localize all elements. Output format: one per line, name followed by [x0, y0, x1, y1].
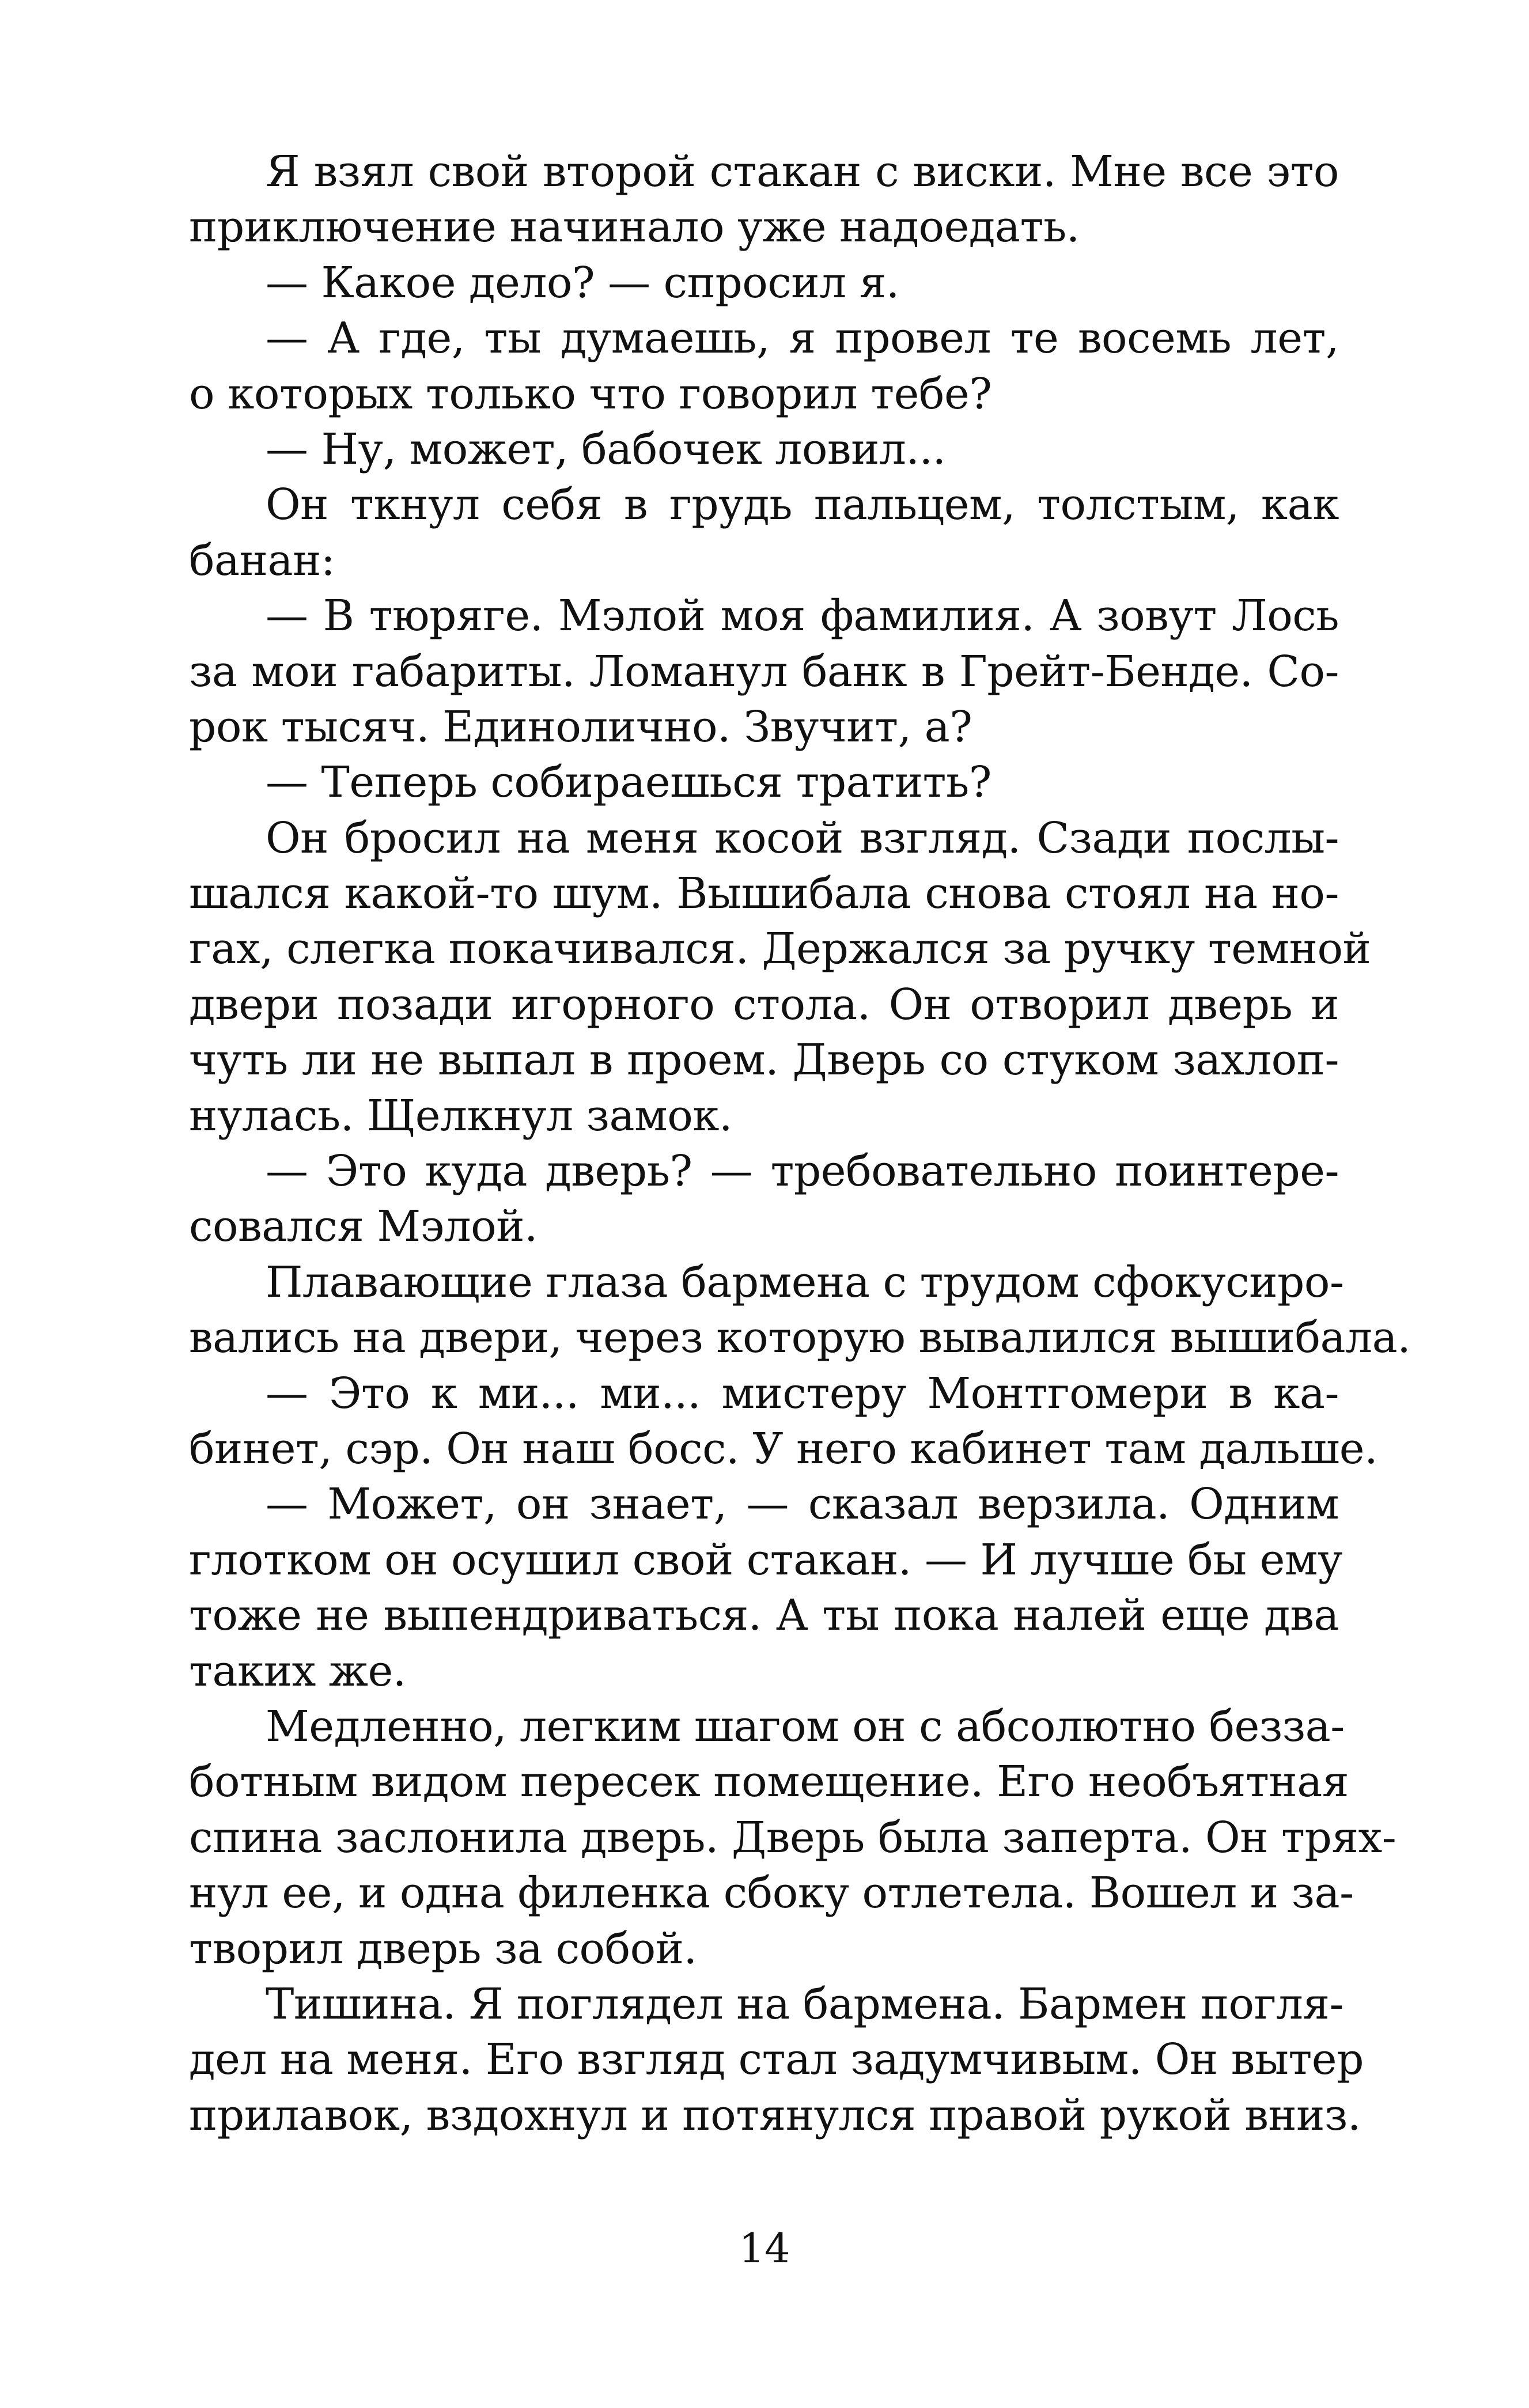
text-line: — Какое дело? — спросил я.: [266, 258, 899, 308]
text-line: нул ее, и одна филенка сбоку отлетела. Вошел и за-: [189, 1868, 1354, 1918]
text-line: Я взял свой второй стакан с виски. Мне все это: [266, 147, 1339, 196]
text-line: приключение начинало уже надоедать.: [189, 202, 1080, 252]
text-line: нулась. Щелкнул замок.: [189, 1091, 733, 1141]
text-line: Плавающие глаза бармена с трудом сфокусиро-: [266, 1257, 1344, 1307]
text-line: Он ткнул себя в грудь пальцем, толстым, как: [266, 480, 1339, 530]
text-line: — Ну, может, бабочек ловил...: [266, 424, 946, 474]
text-line: — Это куда дверь? — требовательно поинтере-: [266, 1146, 1339, 1197]
text-line: о которых только что говорил тебе?: [189, 369, 992, 419]
text-line: двери позади игорного стола. Он отворил дверь и: [189, 979, 1339, 1029]
text-line: Тишина. Я поглядел на бармена. Бармен погля-: [266, 1979, 1344, 2029]
text-line: совался Мэлой.: [189, 1202, 538, 1252]
text-line: — Это к ми... ми... мистеру Монтгомери в ка-: [266, 1368, 1339, 1418]
text-line: — А где, ты думаешь, я провел те восемь лет,: [266, 313, 1339, 364]
text-line: — В тюряге. Мэлой моя фамилия. А зовут Лось: [266, 591, 1339, 641]
text-line: таких же.: [189, 1646, 406, 1696]
text-line: гах, слегка покачивался. Держался за ручку темной: [189, 924, 1371, 974]
text-line: — Теперь собираешься тратить?: [266, 758, 991, 808]
text-line: Он бросил на меня косой взгляд. Сзади послы-: [266, 813, 1339, 863]
text-line: — Может, он знает, — сказал верзила. Одним: [266, 1479, 1339, 1529]
text-line: рок тысяч. Единолично. Звучит, а?: [189, 702, 972, 752]
text-line: бинет, сэр. Он наш босс. У него кабинет там дальше.: [189, 1423, 1378, 1474]
text-line: шался какой-то шум. Вышибала снова стоял на но-: [189, 869, 1339, 919]
text-line: чуть ли не выпал в проем. Дверь со стуком захлоп-: [189, 1035, 1339, 1085]
text-line: глотком он осушил свой стакан. — И лучше бы ему: [189, 1535, 1342, 1585]
text-line: банан:: [189, 535, 335, 585]
text-line: тоже не выпендриваться. А ты пока налей еще два: [189, 1591, 1339, 1641]
text-line: дел на меня. Его взгляд стал задумчивым. Он вытер: [189, 2035, 1364, 2085]
body-text: [189, 144, 1411, 2143]
text-line: ботным видом пересек помещение. Его необъятная: [189, 1757, 1349, 1807]
text-line: Медленно, легким шагом он с абсолютно безза-: [266, 1701, 1345, 1751]
page-number: 14: [739, 2225, 790, 2272]
text-line: за мои габариты. Ломанул банк в Грейт-Бенде. Со-: [189, 646, 1339, 696]
text-line: прилавок, вздохнул и потянулся правой рукой вниз.: [189, 2090, 1361, 2140]
text-line: спина заслонила дверь. Дверь была заперта. Он трях-: [189, 1812, 1396, 1862]
text-line: вались на двери, через которую вывалился вышибала.: [189, 1313, 1411, 1363]
text-line: творил дверь за собой.: [189, 1924, 697, 1974]
